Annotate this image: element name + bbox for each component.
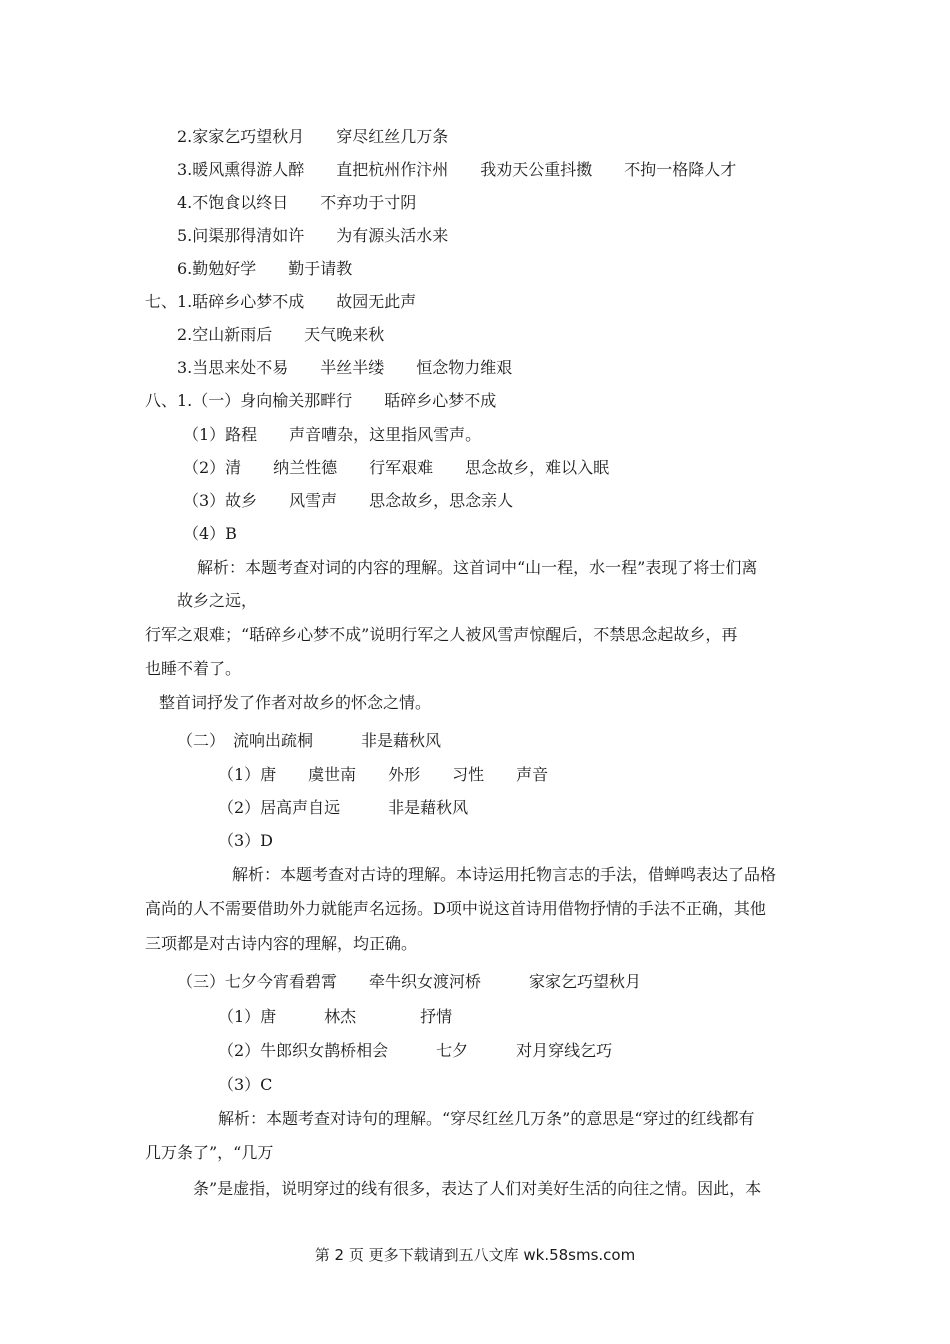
text-line: 4.不饱食以终日 不弃功于寸阴	[177, 193, 417, 212]
analysis-line: 高尚的人不需要借助外力就能声名远扬。D项中说这首诗用借物抒情的手法不正确，其他	[145, 899, 766, 918]
text-line: （2）牛郎织女鹊桥相会 七夕 对月穿线乞巧	[218, 1041, 613, 1060]
section-heading-7: 七、1.聒碎乡心梦不成 故园无此声	[145, 292, 417, 311]
text-line: （3）故乡 风雪声 思念故乡，思念亲人	[183, 491, 514, 510]
text-line: （1）唐 林杰 抒情	[218, 1007, 453, 1026]
analysis-line: 也睡不着了。	[145, 659, 242, 678]
analysis-line: 解析：本题考查对古诗的理解。本诗运用托物言志的手法，借蝉鸣表达了品格	[232, 865, 777, 884]
analysis-line: 三项都是对古诗内容的理解，均正确。	[145, 934, 418, 953]
text-line: 6.勤勉好学 勤于请教	[177, 259, 353, 278]
section-heading-8: 八、1.（一）身向榆关那畔行 聒碎乡心梦不成	[145, 391, 497, 410]
text-line: 3.当思来处不易 半丝半缕 恒念物力维艰	[177, 358, 513, 377]
subsection-heading-3: （三）七夕今宵看碧霄 牵牛织女渡河桥 家家乞巧望秋月	[177, 972, 642, 991]
analysis-line: 故乡之远，	[177, 591, 258, 610]
subsection-heading-2: （二） 流响出疏桐 非是藉秋风	[177, 731, 442, 750]
text-line: 2.家家乞巧望秋月 穿尽红丝几万条	[177, 127, 449, 146]
text-line: （3）D	[218, 831, 274, 850]
text-line: （3）C	[218, 1075, 273, 1094]
analysis-line: 行军之艰难；“聒碎乡心梦不成”说明行军之人被风雪声惊醒后，不禁思念起故乡，再	[145, 625, 738, 644]
text-line: （2）清 纳兰性德 行军艰难 思念故乡，难以入眠	[183, 458, 610, 477]
text-line: （4）B	[183, 524, 237, 543]
text-line: （2）居高声自远 非是藉秋风	[218, 798, 469, 817]
text-line: （1）唐 虞世南 外形 习性 声音	[218, 765, 549, 784]
text-line: （1）路程 声音嘈杂，这里指风雪声。	[183, 425, 482, 444]
analysis-line: 几万条了”，“几万	[145, 1143, 274, 1162]
text-line: 3.暖风熏得游人醉 直把杭州作汴州 我劝天公重抖擞 不拘一格降人才	[177, 160, 737, 179]
analysis-line: 解析：本题考查对词的内容的理解。这首词中“山一程，水一程”表现了将士们离	[197, 558, 758, 577]
analysis-line: 整首词抒发了作者对故乡的怀念之情。	[159, 693, 432, 712]
page-footer: 第 2 页 更多下载请到五八文库 wk.58sms.com	[314, 1246, 636, 1264]
text-line: 5.问渠那得清如许 为有源头活水来	[177, 226, 449, 245]
text-line: 2.空山新雨后 天气晚来秋	[177, 325, 385, 344]
analysis-line: 解析：本题考查对诗句的理解。“穿尽红丝几万条”的意思是“穿过的红线都有	[218, 1109, 755, 1128]
analysis-line: 条”是虚指，说明穿过的线有很多，表达了人们对美好生活的向往之情。因此，本	[193, 1179, 762, 1198]
